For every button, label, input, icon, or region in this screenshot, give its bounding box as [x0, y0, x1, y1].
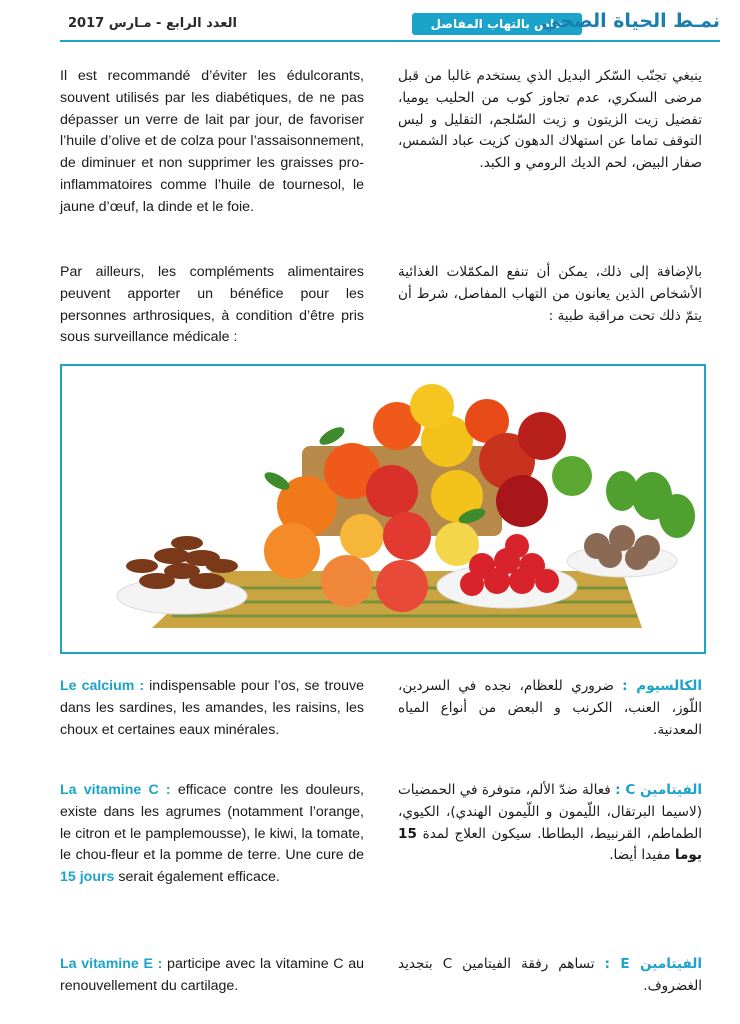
fr-vitamin-e-text: participe avec la vitamine C au renouvellement du cartilage. [60, 956, 364, 994]
ar-vitamin-e-paragraph [398, 954, 702, 998]
ar-vitamin-e-label: الفيتامين E : [604, 956, 703, 972]
ar-vitamin-c-end: مفيدا أيضا. [609, 847, 675, 864]
ar-calcium-text: ضروري للعظام، نجده في السردين، اللّوز، العنب، الكرنب و البعض من أنواع المياه المعدنية. [398, 678, 702, 738]
fruit-photo [60, 364, 706, 654]
fr-vitamin-e-label: La vitamine E : [60, 956, 163, 972]
ar-paragraph-1: ينبغي تجنّب السّكر البديل الذي يستخدم غالبا من قبل مرضى السكري، عدم تجاوز كوب من الحليب يوميا، تفضيل زيت الزيتون و زيت السّلجم، التقليل و ليس التوقف تماما عن استهلاك الدهون كزيت عباد الشمس، صفار البيض، لحم الديك الرومي و الكبد. [398, 68, 702, 172]
ar-vitamin-c-days: 15 يوما [398, 825, 702, 864]
fr-vitamin-c-paragraph [60, 780, 364, 889]
fruit-illustration [62, 366, 704, 652]
dates-plate [117, 578, 247, 614]
fr-vitamin-c-text: efficace contre les douleurs, existe dans les agrumes (notamment l’orange, le citron et le pamplemousse), le kiwi, la tomate, le chou-fleur et la pomme de terre. Une cure de [60, 782, 364, 864]
fr-vitamin-c-end: serait également efficace. [114, 869, 280, 886]
header-divider [60, 40, 720, 42]
ar-calcium-label: الكالسيوم : [622, 678, 702, 694]
fr-vitamin-c-days: 15 jours [60, 869, 115, 886]
ar-paragraph-2: بالإضافة إلى ذلك، يمكن أن تنفع المكمّلات الغذائية الأشخاص الذين يعانون من التهاب المفاصل، شرط أن يتمّ ذلك تحت مراقبة طبية : [398, 264, 702, 324]
fr-paragraph-1: Il est recommandé d’éviter les édulcorants, souvent utilisés par les diabétiques, de ne pas dépasser un verre de lait par jour, de favoriser l’huile d’olive et de colza pour l’assaisonnement, de diminuer et non supprimer les graisses pro-inflammatoires comme l’huile de tournesol, le jaune d’œuf, la dinde et le foie. [60, 68, 364, 215]
fr-vitamin-e-paragraph [60, 954, 364, 998]
issue-date: العدد الرابع - مـارس 2017 [68, 16, 237, 31]
ar-vitamin-c-paragraph [398, 780, 702, 867]
section-badge: خاص بالتهاب المفاصل [412, 13, 582, 35]
fr-vitamin-c-label: La vitamine C : [60, 782, 171, 798]
fr-calcium-paragraph [60, 676, 364, 741]
ar-calcium-paragraph [398, 676, 702, 741]
fr-calcium-text: indispensable pour l’os, se trouve dans les sardines, les amandes, les raisins, les choux et certaines eaux minérales. [60, 678, 364, 738]
page-header [60, 8, 720, 40]
fr-calcium-label: Le calcium : [60, 678, 145, 694]
fr-paragraph-2: Par ailleurs, les compléments alimentaires peuvent apporter un bénéfice pour les personnes arthrosiques, à condition d’être pris sous surveillance médicale : [60, 264, 364, 346]
ar-vitamin-e-text: تساهم رفقة الفيتامين C بتجديد الغضروف. [398, 956, 702, 994]
ar-vitamin-c-label: الفيتامين C : [615, 782, 703, 798]
section-title: نمـط الحياة الصحي [541, 10, 720, 32]
ar-vitamin-c-text: فعالة ضدّ الألم، متوفرة في الحمضيات (لاسيما البرتقال، اللّيمون و اللّيمون الهندي)، الكيوي، الطماطم، القرنبيط، البطاطا. سيكون العلاج لمدة [398, 782, 702, 842]
